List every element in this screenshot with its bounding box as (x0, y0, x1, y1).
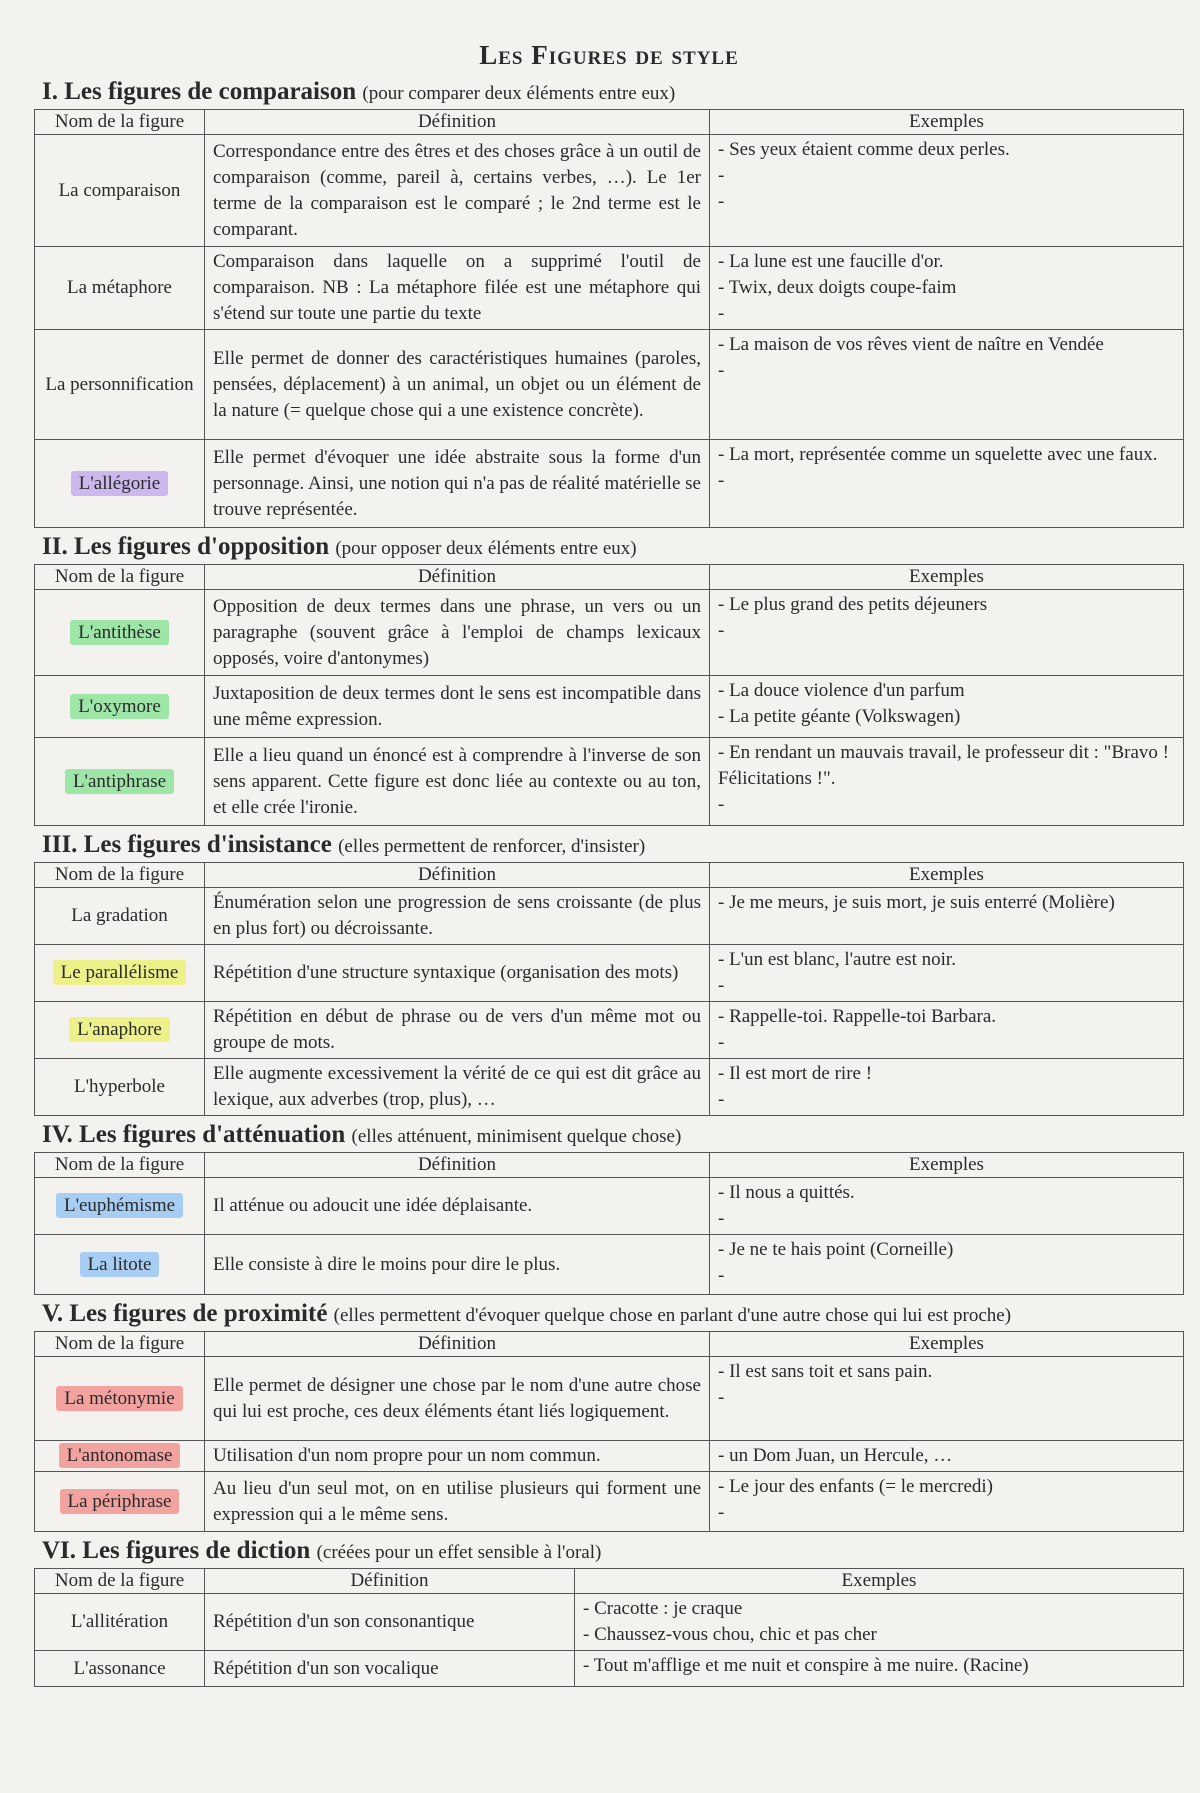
section-heading (42, 1120, 1184, 1152)
example-line: - La maison de vos rêves vient de naître en Vendée (718, 334, 1104, 355)
table-header-row (35, 1332, 1184, 1357)
column-header-definition: Définition (205, 1569, 575, 1594)
examples-cell (710, 330, 1184, 440)
document-page (34, 30, 1184, 1687)
definition-cell: Répétition en début de phrase ou de vers d'un même mot ou groupe de mots. (205, 1002, 710, 1059)
figure-name: L'hyperbole (73, 1076, 165, 1097)
figure-name: L'anaphore (69, 1017, 170, 1042)
examples-cell (710, 440, 1184, 528)
table-row (35, 1441, 1184, 1472)
figure-name-cell (35, 1178, 205, 1235)
table-row (35, 330, 1184, 440)
definition-cell: Utilisation d'un nom propre pour un nom commun. (205, 1441, 710, 1472)
section-3 (34, 830, 1184, 1116)
examples-cell (710, 1472, 1184, 1532)
table-row (35, 1235, 1184, 1295)
column-header-name: Nom de la figure (35, 1153, 205, 1178)
section-6 (34, 1536, 1184, 1687)
table-header-row (35, 1569, 1184, 1594)
definition-cell: Répétition d'une structure syntaxique (organisation des mots) (205, 945, 710, 1002)
figure-name: L'allégorie (71, 471, 169, 496)
figure-name-cell (35, 888, 205, 945)
example-line: - Il nous a quittés. (718, 1182, 855, 1203)
definition-cell: Opposition de deux termes dans une phrase, un vers ou un paragraphe (souvent grâce à l'emploi de champs lexicaux opposés, voire d'antonymes) (205, 590, 710, 676)
definition-cell: Comparaison dans laquelle on a supprimé l'outil de comparaison. NB : La métaphore filée est une métaphore qui s'étend sur toute une partie du texte (205, 247, 710, 330)
figure-name-cell (35, 1441, 205, 1472)
section-2 (34, 532, 1184, 826)
section-1 (34, 77, 1184, 528)
examples-cell (710, 1178, 1184, 1235)
table-row (35, 945, 1184, 1002)
examples-cell (710, 1059, 1184, 1116)
column-header-examples: Exemples (710, 863, 1184, 888)
example-line: - un Dom Juan, un Hercule, … (718, 1445, 953, 1466)
figure-name: La personnification (45, 373, 194, 395)
figure-name: L'assonance (73, 1657, 166, 1679)
figure-name-cell (35, 945, 205, 1002)
definition-cell: Elle augmente excessivement la vérité de ce qui est dit grâce au lexique, aux adverbes (trop, plus), … (205, 1059, 710, 1116)
definition-cell: Elle permet d'évoquer une idée abstraite sous la forme d'un personnage. Ainsi, une notion qui n'a pas de réalité matérielle se trouve représentée. (205, 440, 710, 528)
examples-cell (710, 1441, 1184, 1472)
table-row (35, 135, 1184, 247)
figure-name: La métonymie (56, 1386, 182, 1411)
figure-name-cell (35, 440, 205, 528)
column-header-definition: Définition (205, 1332, 710, 1357)
definition-cell: Au lieu d'un seul mot, on en utilise plusieurs qui forment une expression qui a le même sens. (205, 1472, 710, 1532)
example-line: - (718, 360, 725, 381)
section-subtitle: (créées pour un effet sensible à l'oral) (316, 1542, 602, 1563)
example-line: - (718, 165, 725, 186)
section-title: VI. Les figures de diction (42, 1537, 311, 1564)
examples-cell (710, 1357, 1184, 1441)
examples-cell (710, 945, 1184, 1002)
table-header-row (35, 863, 1184, 888)
example-line: - La mort, représentée comme un squelette avec une faux. (718, 444, 1158, 465)
figure-name-cell (35, 1594, 205, 1651)
table-header-row (35, 110, 1184, 135)
column-header-definition: Définition (205, 110, 710, 135)
example-line: - Il est sans toit et sans pain. (718, 1361, 933, 1382)
table-header-row (35, 1153, 1184, 1178)
example-line: - Je me meurs, je suis mort, je suis enterré (Molière) (718, 892, 1115, 913)
figure-name: La litote (80, 1252, 160, 1277)
examples-cell (710, 247, 1184, 330)
example-line: - Ses yeux étaient comme deux perles. (718, 139, 1010, 160)
figure-name-cell (35, 135, 205, 247)
section-title: I. Les figures de comparaison (42, 78, 357, 105)
figures-table (34, 1568, 1184, 1687)
definition-cell: Elle a lieu quand un énoncé est à comprendre à l'inverse de son sens apparent. Cette figure est donc liée au contexte ou au ton, et elle crée l'ironie. (205, 738, 710, 826)
figure-name: La métaphore (67, 277, 172, 298)
section-heading (42, 1536, 1184, 1568)
column-header-definition: Définition (205, 863, 710, 888)
column-header-name: Nom de la figure (35, 1569, 205, 1594)
column-header-examples: Exemples (710, 110, 1184, 135)
column-header-name: Nom de la figure (35, 863, 205, 888)
section-heading (42, 77, 1184, 109)
column-header-examples: Exemples (710, 565, 1184, 590)
examples-cell (710, 738, 1184, 826)
column-header-definition: Définition (205, 565, 710, 590)
figure-name: L'euphémisme (56, 1193, 183, 1218)
figure-name: L'oxymore (70, 694, 169, 719)
table-row (35, 676, 1184, 738)
example-line: - (718, 303, 725, 324)
definition-cell: Juxtaposition de deux termes dont le sens est incompatible dans une même expression. (205, 676, 710, 738)
examples-cell (710, 1002, 1184, 1059)
section-heading (42, 830, 1184, 862)
examples-cell (710, 1235, 1184, 1295)
section-title: III. Les figures d'insistance (42, 831, 332, 858)
examples-cell (710, 888, 1184, 945)
examples-cell (575, 1651, 1184, 1687)
figure-name: La gradation (71, 905, 168, 926)
figure-name-cell (35, 1357, 205, 1441)
example-line: - (718, 470, 725, 491)
example-line: - L'un est blanc, l'autre est noir. (718, 949, 956, 970)
example-line: - (718, 1265, 725, 1286)
section-heading (42, 1299, 1184, 1331)
definition-cell: Énumération selon une progression de sens croissante (de plus en plus fort) ou décroissante. (205, 888, 710, 945)
examples-cell (575, 1594, 1184, 1651)
section-subtitle: (elles permettent d'évoquer quelque chose en parlant d'une autre chose qui lui est proche) (333, 1305, 1012, 1326)
table-row (35, 1357, 1184, 1441)
section-5 (34, 1299, 1184, 1532)
figure-name-cell (35, 1651, 205, 1687)
example-line: - (718, 1208, 725, 1229)
example-line: - (718, 1032, 725, 1053)
figure-name: L'antithèse (70, 620, 169, 645)
section-subtitle: (pour opposer deux éléments entre eux) (335, 538, 637, 559)
figure-name-cell (35, 247, 205, 330)
column-header-name: Nom de la figure (35, 1332, 205, 1357)
figure-name: La comparaison (58, 179, 181, 201)
section-subtitle: (elles atténuent, minimisent quelque chose) (351, 1126, 682, 1147)
table-row (35, 1002, 1184, 1059)
figure-name-cell (35, 590, 205, 676)
table-row (35, 738, 1184, 826)
example-line: - (718, 1387, 725, 1408)
example-line: - En rendant un mauvais travail, le professeur dit : "Bravo ! Félicitations !". (718, 742, 1169, 789)
column-header-examples: Exemples (710, 1153, 1184, 1178)
section-title: V. Les figures de proximité (42, 1300, 328, 1327)
example-line: - Je ne te hais point (Corneille) (718, 1239, 954, 1260)
section-4 (34, 1120, 1184, 1295)
section-title: IV. Les figures d'atténuation (42, 1121, 346, 1148)
table-row (35, 1059, 1184, 1116)
definition-cell: Correspondance entre des êtres et des choses grâce à un outil de comparaison (comme, pareil à, certains verbes, …). Le 1er terme de la comparaison est le comparé ; le 2nd terme est le comparant. (205, 135, 710, 247)
table-row (35, 1178, 1184, 1235)
sections-container (34, 77, 1184, 1687)
figure-name-cell (35, 1059, 205, 1116)
example-line: - (718, 620, 725, 641)
figure-name-cell (35, 1002, 205, 1059)
example-line: - (718, 975, 725, 996)
column-header-name: Nom de la figure (35, 565, 205, 590)
table-row (35, 440, 1184, 528)
example-line: - La petite géante (Volkswagen) (718, 706, 961, 727)
column-header-definition: Définition (205, 1153, 710, 1178)
figure-name: L'antonomase (59, 1443, 181, 1468)
example-line: - (718, 1502, 725, 1523)
table-row (35, 247, 1184, 330)
example-line: - Il est mort de rire ! (718, 1063, 873, 1084)
figures-table (34, 862, 1184, 1116)
section-subtitle: (pour comparer deux éléments entre eux) (362, 83, 676, 104)
table-row (35, 1651, 1184, 1687)
figure-name: Le parallélisme (53, 960, 187, 985)
figures-table (34, 1331, 1184, 1532)
figure-name: L'antiphrase (65, 769, 174, 794)
example-line: - (718, 1089, 725, 1110)
section-subtitle: (elles permettent de renforcer, d'insister) (338, 836, 646, 857)
definition-cell: Il atténue ou adoucit une idée déplaisante. (205, 1178, 710, 1235)
page-title: Les Figures de style (479, 40, 739, 70)
definition-cell: Elle permet de donner des caractéristiques humaines (paroles, pensées, déplacement) à un animal, un objet ou un élément de la nature (= quelque chose qui a une existence concrète). (205, 330, 710, 440)
figure-name-cell (35, 738, 205, 826)
figure-name: L'allitération (70, 1611, 169, 1632)
example-line: - Rappelle-toi. Rappelle-toi Barbara. (718, 1006, 997, 1027)
example-line: - La lune est une faucille d'or. (718, 251, 944, 272)
example-line: - Chaussez-vous chou, chic et pas cher (583, 1624, 877, 1645)
figures-table (34, 109, 1184, 528)
figure-name: La périphrase (60, 1489, 180, 1514)
example-line: - Le plus grand des petits déjeuners (718, 594, 988, 615)
column-header-name: Nom de la figure (35, 110, 205, 135)
example-line: - (718, 794, 725, 815)
example-line: - Twix, deux doigts coupe-faim (718, 277, 957, 298)
figures-table (34, 1152, 1184, 1295)
examples-cell (710, 590, 1184, 676)
definition-cell: Répétition d'un son consonantique (205, 1594, 575, 1651)
table-row (35, 590, 1184, 676)
figure-name-cell (35, 330, 205, 440)
table-row (35, 1594, 1184, 1651)
example-line: - La douce violence d'un parfum (718, 680, 965, 701)
section-heading (42, 532, 1184, 564)
figure-name-cell (35, 1235, 205, 1295)
example-line: - (718, 191, 725, 212)
figure-name-cell (35, 1472, 205, 1532)
example-line: - Le jour des enfants (= le mercredi) (718, 1476, 994, 1497)
table-row (35, 1472, 1184, 1532)
column-header-examples: Exemples (710, 1332, 1184, 1357)
examples-cell (710, 135, 1184, 247)
example-line: - Tout m'afflige et me nuit et conspire à me nuire. (Racine) (583, 1655, 1029, 1676)
section-title: II. Les figures d'opposition (42, 533, 330, 560)
figures-table (34, 564, 1184, 826)
definition-cell: Elle consiste à dire le moins pour dire le plus. (205, 1235, 710, 1295)
column-header-examples: Exemples (575, 1569, 1184, 1594)
figure-name-cell (35, 676, 205, 738)
table-header-row (35, 565, 1184, 590)
definition-cell: Répétition d'un son vocalique (205, 1651, 575, 1687)
examples-cell (710, 676, 1184, 738)
definition-cell: Elle permet de désigner une chose par le nom d'une autre chose qui lui est proche, ces deux éléments étant liés logiquement. (205, 1357, 710, 1441)
example-line: - Cracotte : je craque (583, 1598, 743, 1619)
table-row (35, 888, 1184, 945)
